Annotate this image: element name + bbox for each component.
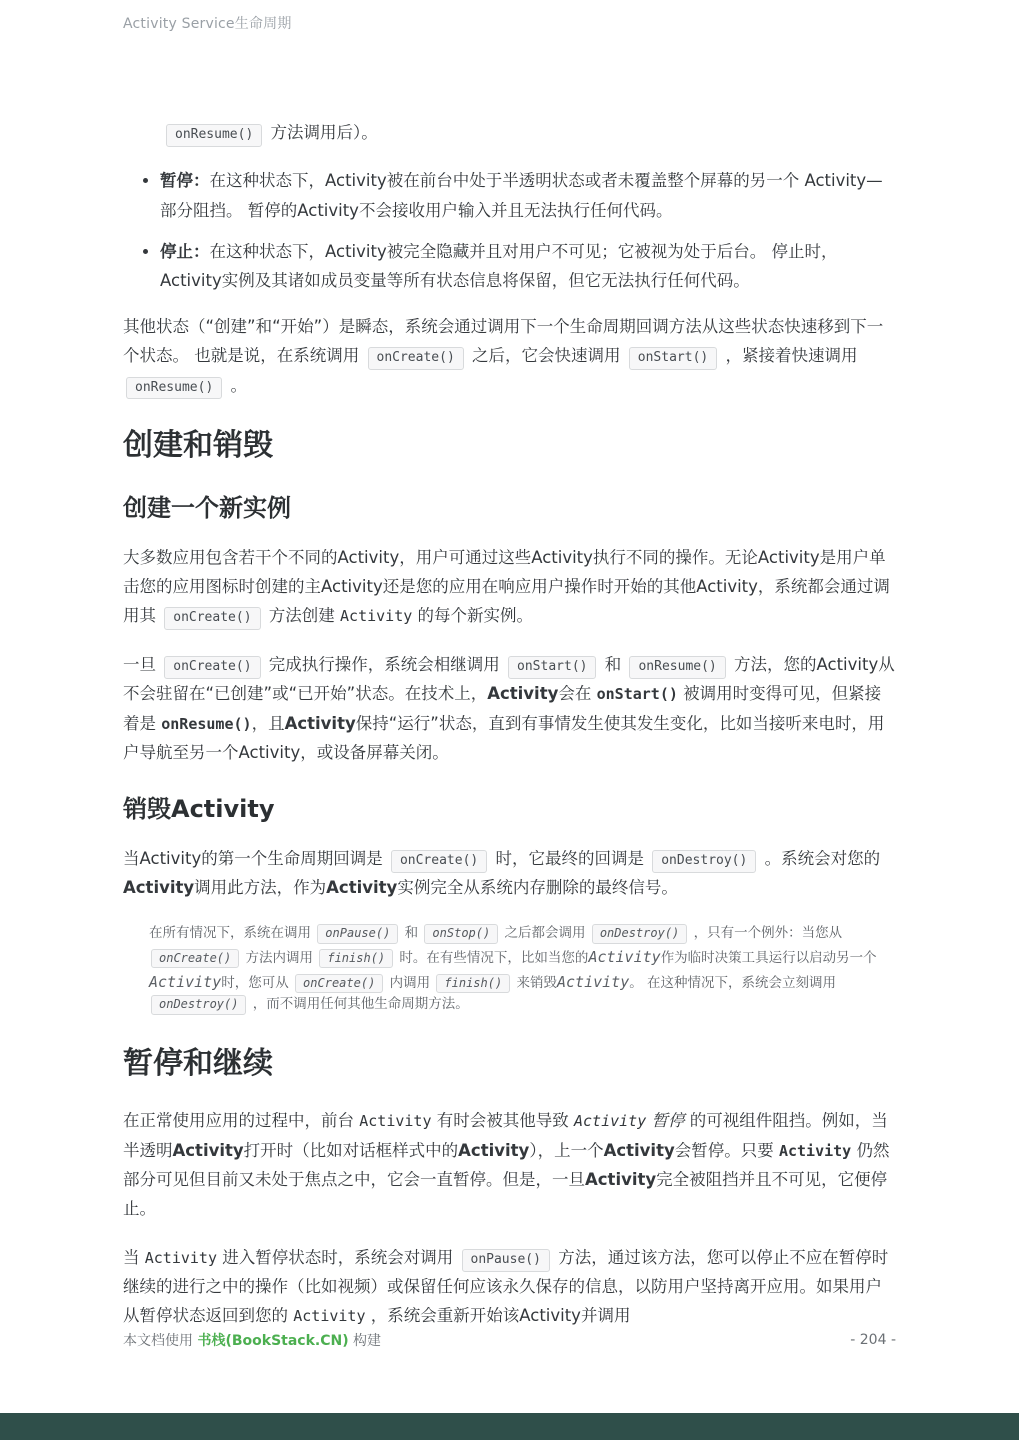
- bold-text: Activity: [603, 1140, 675, 1160]
- paragraph-enter-pause: [123, 1243, 896, 1331]
- bold-code: Activity: [778, 1141, 852, 1160]
- text-run: 在这种状态下，Activity被在前台中处于半透明状态或者未覆盖整个屏幕的另一个 Activity—部分阻挡。 暂停的Activity不会接收用户输入并且无法执行任何代码。: [160, 171, 883, 220]
- text-run: 方法内调用: [241, 949, 318, 966]
- text-run: 当Activity的第一个生命周期回调是: [123, 848, 388, 868]
- page-number: - 204 -: [850, 1332, 896, 1348]
- paragraph-transient-states: [123, 312, 896, 400]
- text-run: ，紧接着快速调用: [720, 346, 858, 366]
- inline-code-italic: onDestroy(): [151, 995, 246, 1014]
- bold-text: Activity: [172, 1140, 244, 1160]
- inline-code: onStart(): [508, 656, 596, 679]
- state-bullet-list: [123, 166, 896, 295]
- text-run: 和: [400, 925, 423, 942]
- inline-code-italic: onCreate(): [151, 949, 239, 968]
- bookstack-link[interactable]: 书栈(BookStack.CN): [197, 1333, 349, 1349]
- text-run: 实例完全从系统内存删除的最终信号。: [397, 878, 678, 898]
- footer-prefix: 本文档使用: [123, 1333, 198, 1349]
- italic-mono: Activity: [588, 947, 661, 966]
- paragraph-first-callback: [123, 844, 896, 903]
- list-item-stopped: [160, 237, 896, 296]
- footer-suffix: 构建: [348, 1333, 382, 1349]
- inline-code-italic: finish(): [319, 949, 393, 968]
- inline-mono: Activity: [144, 1248, 217, 1267]
- text-run: 在正常使用应用的过程中，前台: [123, 1111, 360, 1131]
- running-header: Activity Service生命周期: [123, 16, 292, 32]
- inline-mono: Activity: [340, 607, 413, 626]
- inline-code-italic: finish(): [436, 974, 510, 993]
- inline-code: onResume(): [126, 377, 222, 400]
- bold-text: Activity: [123, 878, 195, 898]
- text-run: 的可视组件阻挡。例如，当半透明: [123, 1111, 888, 1160]
- bold-text: Activity: [458, 1140, 530, 1160]
- text-run: 方法，通过该方法，您可以停止不应在暂停时继续的进行之中的操作（比如视频）或保留任何应该永久保存的信息，以防用户坚持离开应用。如果用户从暂停状态返回到您的: [123, 1247, 889, 1326]
- bold-text: Activity: [284, 713, 356, 733]
- text-run: 和: [599, 654, 627, 674]
- text-run: ，且: [251, 713, 285, 733]
- inline-mono: Activity: [359, 1112, 432, 1131]
- bottom-bar: [0, 1413, 1019, 1440]
- bold-text: 停止：: [160, 242, 210, 262]
- text-run: ，而不调用任何其他生命周期方法。: [248, 996, 469, 1013]
- italic-mono: Activity: [574, 1112, 647, 1131]
- text-run: 。: [225, 375, 248, 395]
- list-item-paused: [160, 166, 896, 225]
- text-run: ，只有一个例外：当您从: [689, 925, 843, 942]
- bold-text: Activity: [585, 1169, 657, 1189]
- paragraph-most-apps: [123, 543, 896, 631]
- text-run: 作为临时决策工具运行以启动另一个: [660, 949, 877, 966]
- heading-create-destroy: 创建和销毁: [123, 427, 273, 463]
- italic-mono: Activity: [556, 972, 630, 991]
- heading-pause-resume: 暂停和继续: [123, 1045, 273, 1081]
- inline-code: onCreate(): [391, 850, 487, 873]
- inline-code: onCreate(): [368, 347, 464, 370]
- inline-code-italic: onDestroy(): [592, 924, 687, 943]
- text-run: 方法调用后）。: [265, 123, 378, 142]
- text-run: 时，您可从: [221, 974, 294, 991]
- text-run: 仍然部分可见但目前又未处于焦点之中，它会一直暂停。但是，一旦: [123, 1140, 890, 1189]
- text-run: 被调用时变得可见，但紧接着是: [123, 684, 882, 733]
- inline-code-italic: onStop(): [424, 924, 498, 943]
- text-run: 时。在有些情况下，比如当您的: [395, 949, 589, 966]
- text-run: 的每个新实例。: [412, 606, 534, 626]
- inline-code: onStart(): [629, 347, 717, 370]
- text-run: 完成执行操作，系统会相继调用: [263, 654, 506, 674]
- document-body: [123, 118, 896, 1350]
- bold-code: onStart(): [596, 685, 678, 704]
- italic-text: 暂停: [651, 1111, 685, 1131]
- bold-text: Activity: [487, 684, 559, 704]
- text-run: 时，它最终的回调是: [490, 848, 650, 868]
- text-run: 一旦: [123, 654, 162, 674]
- text-run: 在这种状态下，Activity被完全隐藏并且对用户不可见；它被视为处于后台。 停止时，Activity实例及其诸如成员变量等所有状态信息将保留，但它无法执行任何代码。: [160, 242, 838, 291]
- inline-code-italic: onCreate(): [295, 974, 383, 993]
- text-run: 。系统会对您的: [759, 848, 881, 868]
- text-run: 打开时（比如对话框样式中的: [243, 1140, 459, 1160]
- page-footer: [123, 1330, 896, 1350]
- bold-code: onResume(): [161, 714, 252, 733]
- text-run: 其他状态（“创建”和“开始”）是瞬态，系统会通过调用下一个生命周期回调方法从这些状态快速移到下一个状态。 也就是说，在系统调用: [123, 316, 884, 366]
- text-run: 当: [123, 1247, 145, 1267]
- text-run: 来销毁: [512, 974, 557, 991]
- text-run: 有时会被其他导致: [431, 1111, 574, 1131]
- inline-code: onResume(): [166, 124, 262, 147]
- paragraph-once-oncreate: [123, 650, 896, 767]
- text-run: 完全被阻挡并且不可见，它便停止。: [123, 1169, 888, 1219]
- text-run: 方法，您的Activity从不会驻留在“已创建”或“已开始”状态。在技术上，: [123, 654, 895, 704]
- bold-text: Activity: [326, 878, 398, 898]
- text-run: 内调用: [385, 974, 435, 991]
- inline-code-italic: onPause(): [317, 924, 398, 943]
- paragraph-normal-use: [123, 1106, 896, 1223]
- text-run: 在所有情况下，系统在调用: [149, 925, 316, 942]
- bold-text: 暂停：: [160, 171, 210, 191]
- inline-code: onResume(): [629, 656, 725, 679]
- text-run: 调用此方法，作为: [194, 878, 327, 898]
- text-run: 会暂停。只要: [674, 1140, 779, 1160]
- paragraph-continuation: [123, 118, 896, 147]
- text-run: ），上一个: [529, 1140, 604, 1160]
- text-run: 。 在这种情况下，系统会立刻调用: [629, 974, 837, 991]
- heading-destroy-activity: 销毁Activity: [123, 795, 275, 824]
- heading-new-instance: 创建一个新实例: [123, 494, 291, 523]
- note-blockquote: [123, 921, 896, 1017]
- text-run: 之后都会调用: [500, 925, 590, 942]
- italic-mono: Activity: [149, 972, 222, 991]
- text-run: 大多数应用包含若干个不同的Activity，用户可通过这些Activity执行不同的操作。无论Activity是用户单击您的应用图标时创建的主Activity还是您的应用在响应用户操作时开始的其他Activity，系统都会通过调用其: [123, 547, 890, 626]
- inline-code: onPause(): [462, 1249, 550, 1272]
- text-run: 之后，它会快速调用: [466, 346, 626, 366]
- text-run: 会在: [558, 684, 597, 704]
- footer-build-note: [123, 1330, 381, 1350]
- inline-code: onCreate(): [164, 607, 260, 630]
- inline-code: onCreate(): [164, 656, 260, 679]
- text-run: 方法创建: [263, 606, 341, 626]
- text-run: 保持“运行”状态，直到有事情发生使其发生变化，比如当接听来电时，用户导航至另一个Activity，或设备屏幕关闭。: [123, 713, 885, 762]
- text-run: ，系统会重新开始该Activity并调用: [365, 1306, 631, 1326]
- inline-mono: Activity: [293, 1307, 366, 1326]
- text-run: 进入暂停状态时，系统会对调用: [217, 1247, 459, 1267]
- inline-code: onDestroy(): [652, 850, 756, 873]
